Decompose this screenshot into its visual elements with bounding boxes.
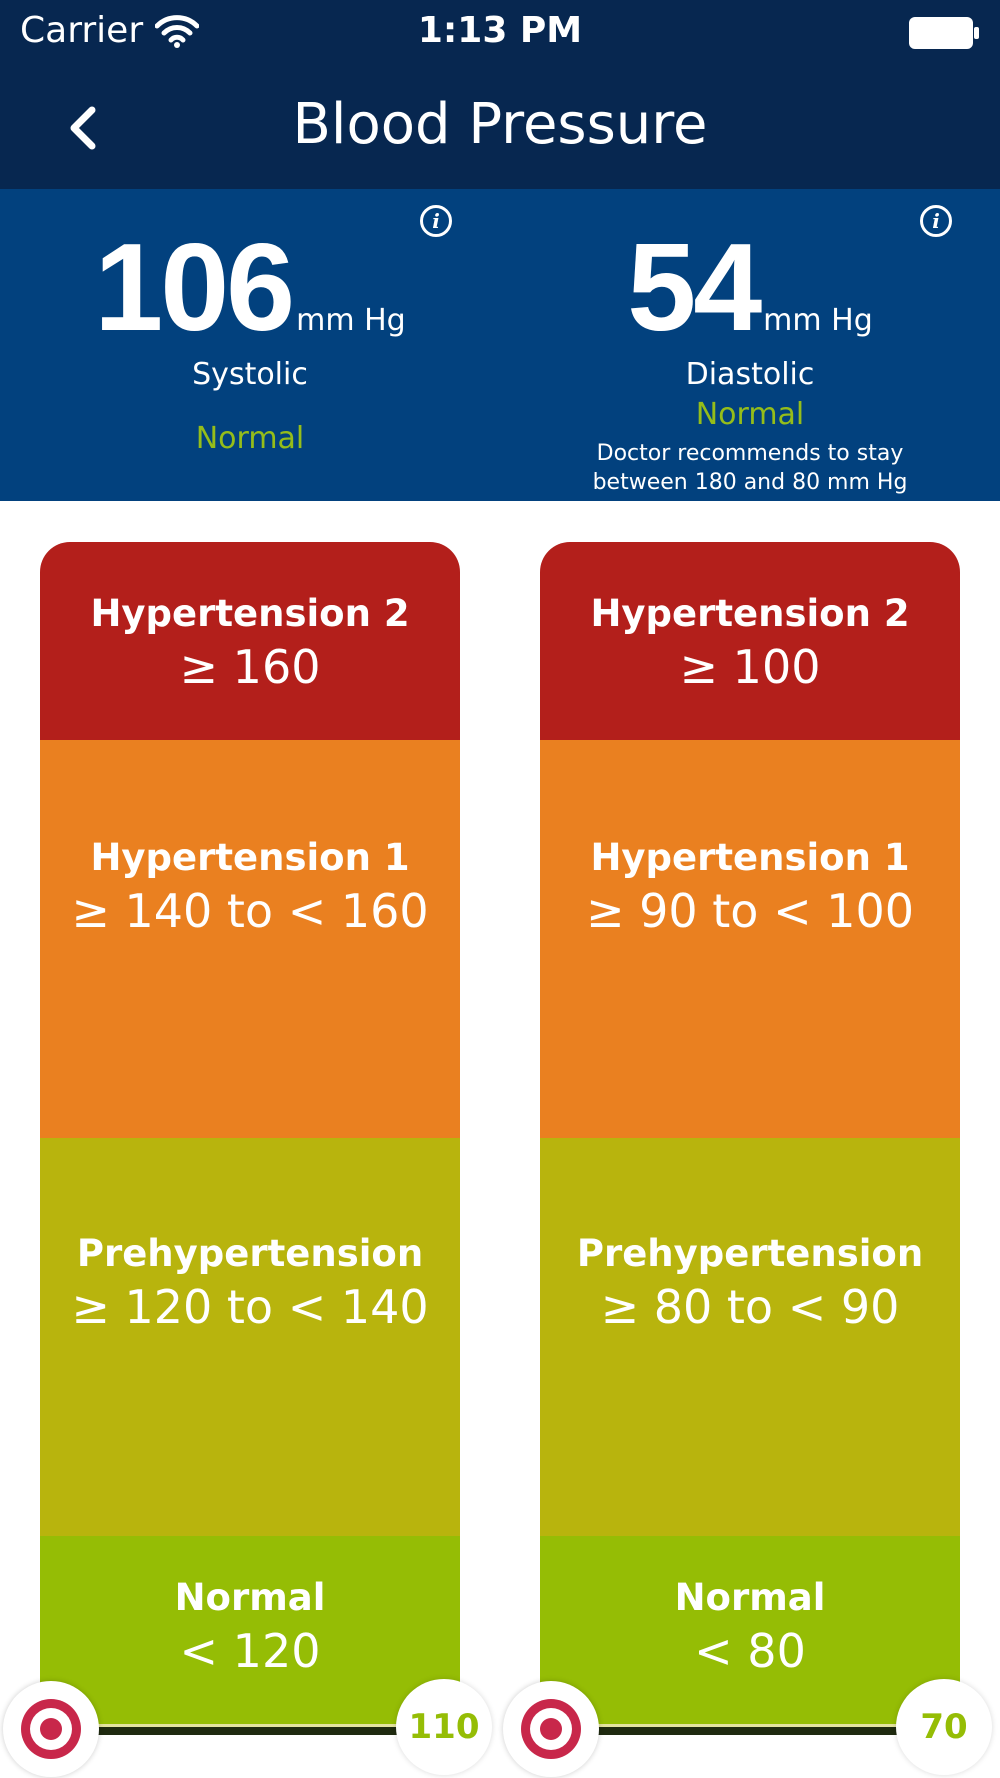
diastolic-label: Diastolic xyxy=(685,357,815,392)
diastolic-band-prehypertension xyxy=(540,1138,960,1536)
nav-bar xyxy=(0,68,1000,189)
systolic-range-column xyxy=(40,542,460,1730)
systolic-band-normal xyxy=(40,1536,460,1730)
band-range: ≥ 100 xyxy=(679,640,821,694)
diastolic-value: 54 xyxy=(627,219,760,357)
band-range: < 80 xyxy=(694,1624,806,1678)
band-name: Normal xyxy=(674,1576,826,1619)
band-range: ≥ 90 to < 100 xyxy=(585,884,915,938)
diastolic-reading xyxy=(500,189,1000,501)
band-name: Prehypertension xyxy=(76,1232,424,1275)
band-range: ≥ 140 to < 160 xyxy=(71,884,429,938)
diastolic-range-column xyxy=(540,542,960,1730)
systolic-value: 106 xyxy=(94,219,293,357)
doctor-advice xyxy=(500,439,1000,497)
band-range: ≥ 160 xyxy=(179,640,321,694)
carrier-label: Carrier xyxy=(20,10,144,51)
diastolic-band-normal xyxy=(540,1536,960,1730)
systolic-info-icon[interactable]: i xyxy=(420,205,452,237)
band-name: Hypertension 2 xyxy=(90,592,410,635)
systolic-slider-track[interactable] xyxy=(80,1724,420,1735)
band-name: Hypertension 1 xyxy=(590,836,910,879)
systolic-band-hypertension-1 xyxy=(40,740,460,1138)
diastolic-band-hypertension-2 xyxy=(540,542,960,740)
band-range: ≥ 80 to < 90 xyxy=(600,1280,900,1334)
systolic-unit: mm Hg xyxy=(296,303,406,338)
band-name: Prehypertension xyxy=(576,1232,924,1275)
systolic-value-row xyxy=(0,219,500,357)
diastolic-band-hypertension-1 xyxy=(540,740,960,1138)
diastolic-value-row xyxy=(500,219,1000,357)
battery-icon xyxy=(908,16,980,50)
clock: 1:13 PM xyxy=(417,10,583,51)
diastolic-unit: mm Hg xyxy=(763,303,873,338)
top-bar xyxy=(0,0,1000,189)
systolic-band-prehypertension xyxy=(40,1138,460,1536)
doctor-advice-line-1: Doctor recommends to stay xyxy=(596,441,904,466)
systolic-label: Systolic xyxy=(192,357,308,392)
band-name: Hypertension 2 xyxy=(590,592,910,635)
band-range: < 120 xyxy=(179,1624,321,1678)
band-name: Normal xyxy=(174,1576,326,1619)
band-range: ≥ 120 to < 140 xyxy=(71,1280,429,1334)
diastolic-slider-value[interactable]: 70 xyxy=(896,1679,992,1775)
readings-panel xyxy=(0,189,1000,501)
systolic-status: Normal xyxy=(195,421,305,456)
diastolic-info-icon[interactable]: i xyxy=(920,205,952,237)
status-bar xyxy=(0,0,1000,68)
systolic-slider-value[interactable]: 110 xyxy=(396,1679,492,1775)
systolic-band-hypertension-2 xyxy=(40,542,460,740)
page-title: Blood Pressure xyxy=(292,92,708,157)
diastolic-status: Normal xyxy=(695,397,805,432)
diastolic-slider-track[interactable] xyxy=(580,1724,920,1735)
diastolic-target-icon[interactable] xyxy=(503,1681,599,1777)
band-name: Hypertension 1 xyxy=(90,836,410,879)
systolic-target-icon[interactable] xyxy=(3,1681,99,1777)
doctor-advice-line-2: between 180 and 80 mm Hg xyxy=(592,470,908,495)
systolic-reading xyxy=(0,189,500,501)
